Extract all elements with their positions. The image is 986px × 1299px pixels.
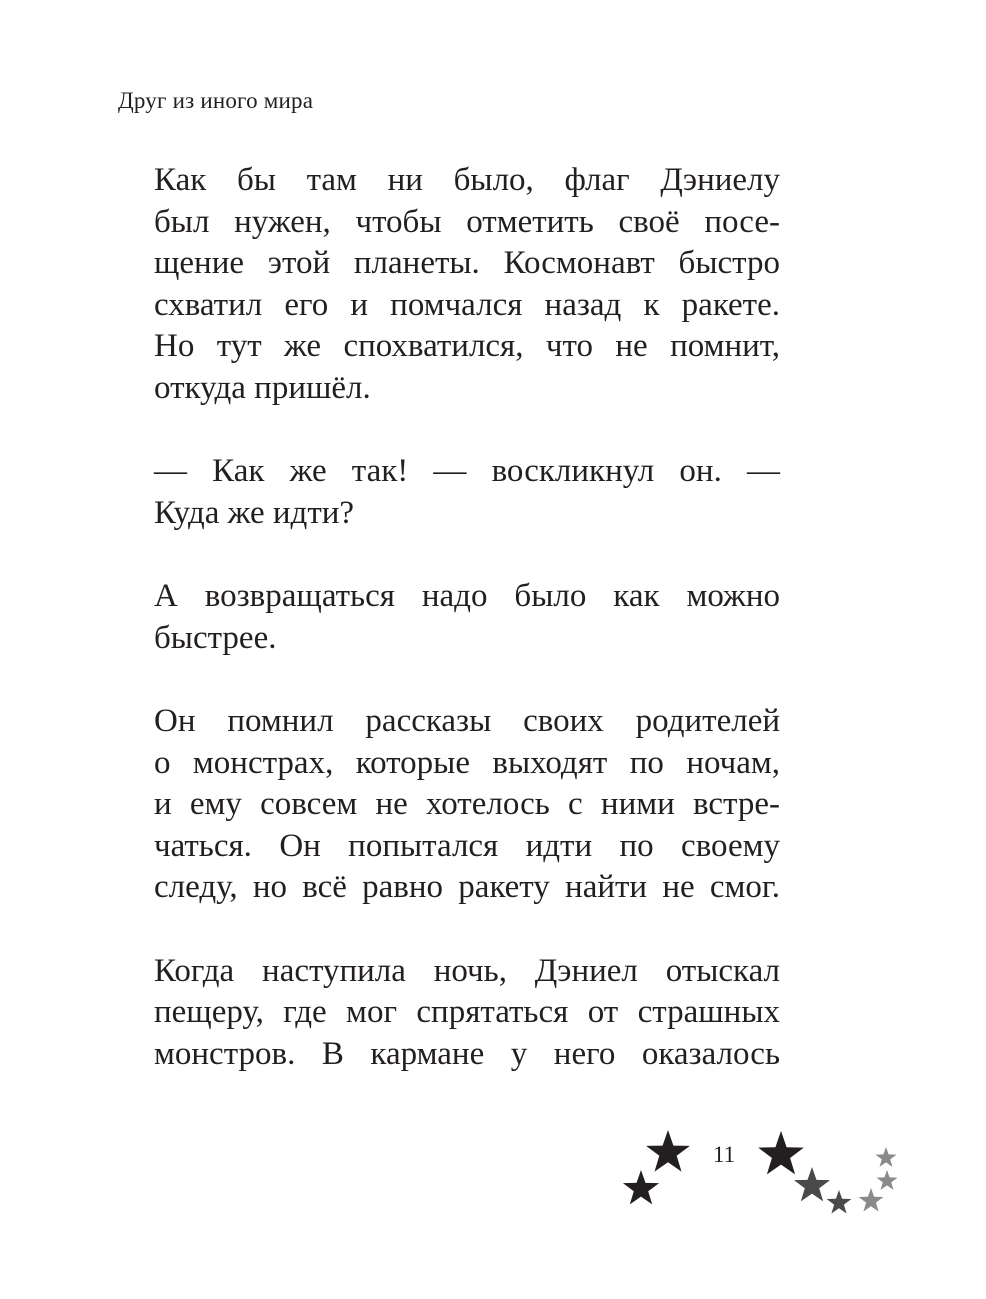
star-icon bbox=[859, 1188, 884, 1212]
text-line: Но тут же спохватился, что не помнит, bbox=[154, 328, 780, 364]
text-line: Как бы там ни было, флаг Дэниелу bbox=[154, 162, 780, 198]
body-text bbox=[118, 160, 780, 1075]
text-line: и ему совсем не хотелось с ними встре- bbox=[154, 786, 780, 822]
text-line: — Как же так! — воскликнул он. — bbox=[154, 453, 780, 489]
running-head: Друг из иного мира bbox=[118, 88, 314, 113]
paragraph bbox=[118, 451, 780, 534]
star-icon bbox=[877, 1170, 898, 1190]
paragraph-gap bbox=[118, 659, 780, 701]
text-line: был нужен, чтобы отметить своё посе- bbox=[154, 203, 780, 240]
text-line: щение этой планеты. Космонавт быстро bbox=[154, 245, 780, 281]
paragraph bbox=[118, 701, 780, 909]
text-line: чаться. Он попытался идти по своему bbox=[154, 827, 780, 864]
page-number: 11 bbox=[713, 1142, 736, 1167]
text-line: быстрее. bbox=[154, 619, 277, 656]
star-icon bbox=[827, 1190, 852, 1214]
paragraph bbox=[118, 951, 780, 1076]
text-line: откуда пришёл. bbox=[154, 369, 371, 406]
star-icon bbox=[623, 1170, 659, 1204]
text-line: монстров. В кармане у него оказалось bbox=[154, 1035, 780, 1072]
paragraph-gap bbox=[118, 409, 780, 451]
text-line: следу, но всё равно ракету найти не смог. bbox=[154, 869, 780, 905]
text-line: пещеру, где мог спрятаться от страшных bbox=[154, 994, 780, 1030]
paragraph-gap bbox=[118, 909, 780, 951]
text-line: Когда наступила ночь, Дэниел отыскал bbox=[154, 952, 780, 989]
text-line: схватил его и помчался назад к ракете. bbox=[154, 286, 780, 323]
text-line: А возвращаться надо было как можно bbox=[154, 578, 780, 614]
text-line: Он помнил рассказы своих родителей bbox=[154, 703, 780, 739]
star-icon bbox=[758, 1131, 804, 1174]
star-icon bbox=[646, 1130, 690, 1172]
paragraph bbox=[118, 160, 780, 409]
paragraph-gap bbox=[118, 534, 780, 576]
paragraph bbox=[118, 576, 780, 659]
star-icon bbox=[876, 1147, 897, 1167]
star-icon bbox=[794, 1167, 830, 1201]
text-line: Куда же идти? bbox=[154, 494, 355, 531]
text-line: о монстрах, которые выходят по ночам, bbox=[154, 744, 780, 781]
